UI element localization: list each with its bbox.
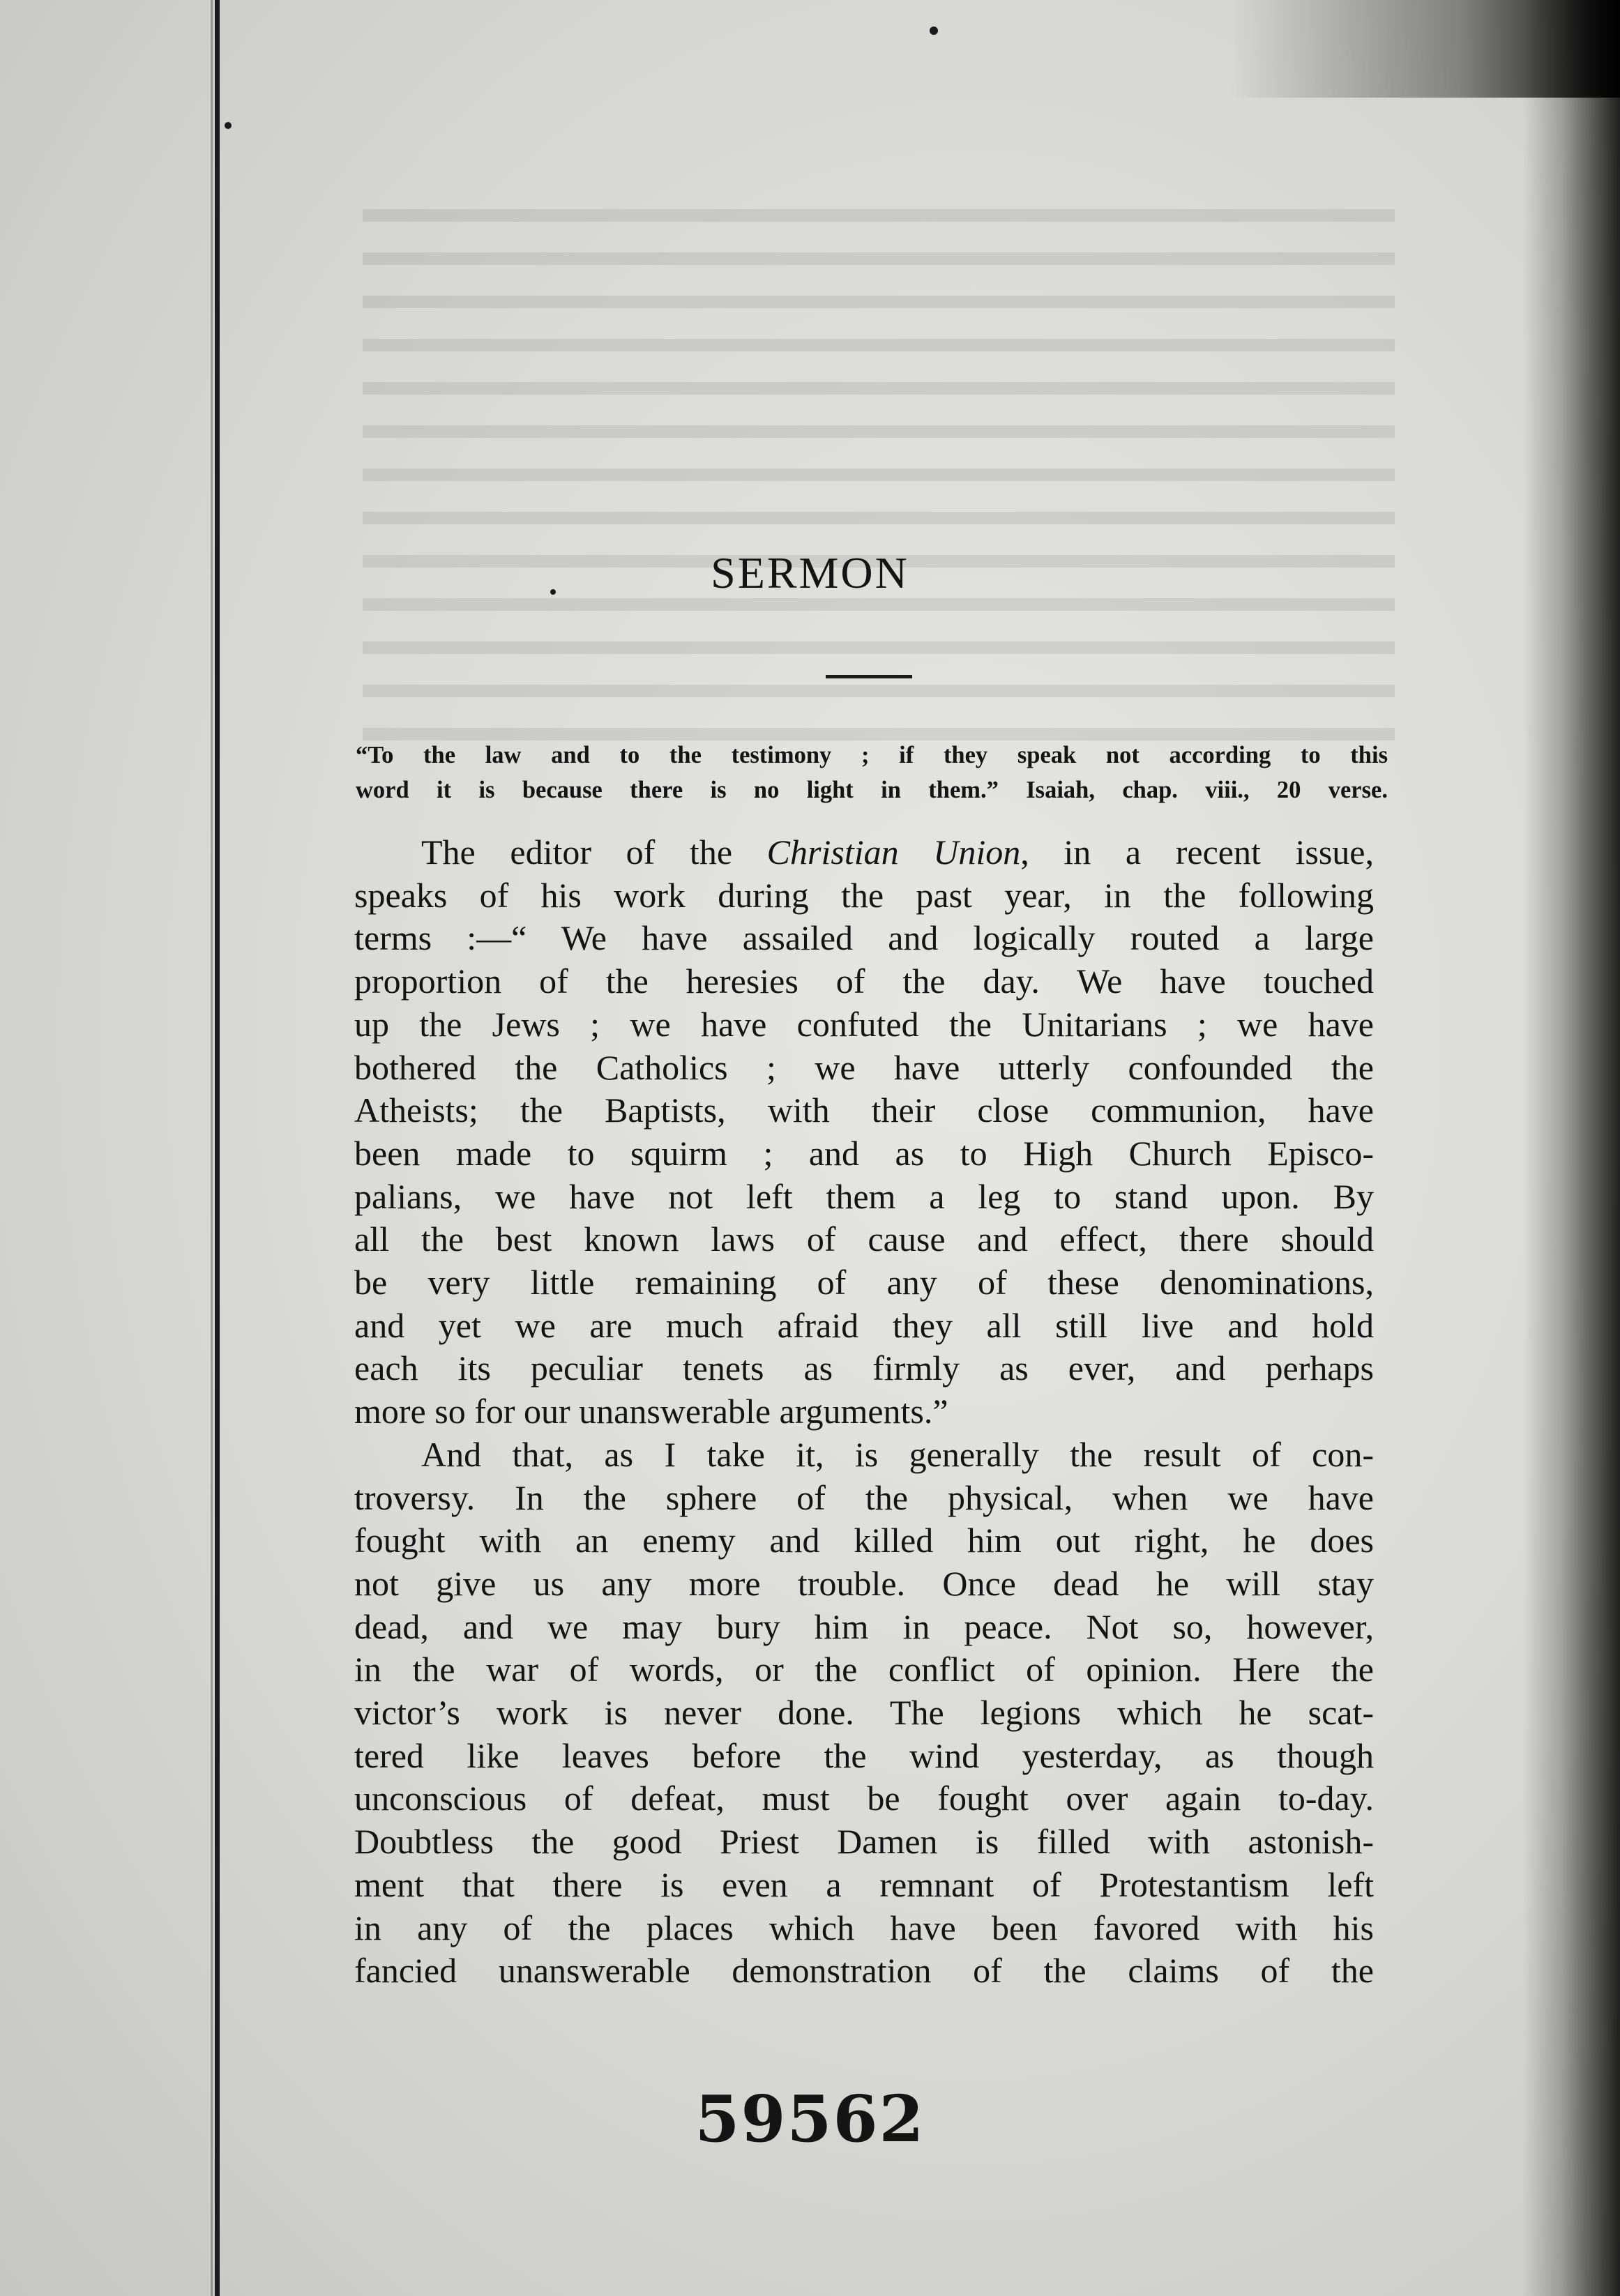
epigraph: [356, 738, 1388, 807]
paragraph-2-line: ment that there is even a remnant of Protestantism left: [354, 1864, 1374, 1904]
sermon-body: [354, 831, 1374, 1993]
catalog-number: 59562: [695, 2081, 925, 2157]
paragraph-1-line: speaks of his work during the past year, in the following: [354, 875, 1374, 915]
paragraph-1-line: and yet we are much afraid they all still live and hold: [354, 1305, 1374, 1345]
binding-edge-faint: [211, 0, 213, 2296]
paragraph-1-line: been made to squirm ; and as to High Church Episco-: [354, 1133, 1374, 1173]
paragraph-1-line: more so for our unanswerable arguments.”: [354, 1392, 948, 1431]
paragraph-1-line: up the Jews ; we have confuted the Unitarians ; we have: [354, 1004, 1374, 1044]
paragraph-1-line: The editor of the Christian Union, in a recent issue,: [421, 833, 1374, 872]
paragraph-2-line: in any of the places which have been favored with his: [354, 1908, 1374, 1947]
paragraph-1-line: bothered the Catholics ; we have utterly confounded the: [354, 1047, 1374, 1087]
paragraph-1-line: proportion of the heresies of the day. We have touched: [354, 961, 1374, 1001]
paragraph-2-line: in the war of words, or the conflict of opinion. Here the: [354, 1650, 1374, 1689]
epigraph-line: word it is because there is no light in them.” Isaiah, chap. viii., 20 verse.: [356, 777, 1388, 803]
paragraph-1-line: Atheists; the Baptists, with their close communion, have: [354, 1090, 1374, 1130]
paragraph-2-line: dead, and we may bury him in peace. Not so, however,: [354, 1606, 1374, 1646]
scan-edge-shadow: [1522, 0, 1620, 2296]
paragraph-2-line: unconscious of defeat, must be fought over again to-day.: [354, 1779, 1374, 1818]
ink-speck: [225, 122, 232, 129]
publication-title: Christian Union: [766, 833, 1021, 872]
binding-edge-line: [215, 0, 220, 2296]
paragraph-2-line: troversy. In the sphere of the physical, when we have: [354, 1477, 1374, 1517]
paragraph-2-line: And that, as I take it, is generally the result of con-: [421, 1434, 1374, 1474]
paragraph-2-line: Doubtless the good Priest Damen is filled with astonish-: [354, 1822, 1374, 1862]
paragraph-2-line: not give us any more trouble. Once dead he will stay: [354, 1563, 1374, 1603]
paragraph-2-line: fancied unanswerable demonstration of the claims of the: [354, 1951, 1374, 1991]
epigraph-line: “To the law and to the testimony ; if they speak not according to this: [356, 742, 1388, 768]
paragraph-1-line: palians, we have not left them a leg to stand upon. By: [354, 1176, 1374, 1216]
heading-rule: [826, 675, 912, 678]
paragraph-1-line: all the best known laws of cause and effect, there should: [354, 1219, 1374, 1259]
bleed-through-shadow: [363, 209, 1395, 767]
paragraph-1-line: terms :—“ We have assailed and logically routed a large: [354, 918, 1374, 958]
paragraph-2-line: tered like leaves before the wind yesterday, as though: [354, 1735, 1374, 1775]
ink-speck: [930, 26, 938, 35]
paragraph-2-line: victor’s work is never done. The legions which he scat-: [354, 1693, 1374, 1733]
paragraph-1-line: each its peculiar tenets as firmly as ever, and perhaps: [354, 1348, 1374, 1388]
paragraph-2-line: fought with an enemy and killed him out right, he does: [354, 1521, 1374, 1560]
paragraph-1-line: be very little remaining of any of these denominations,: [354, 1263, 1374, 1302]
page-heading: SERMON: [711, 548, 909, 598]
